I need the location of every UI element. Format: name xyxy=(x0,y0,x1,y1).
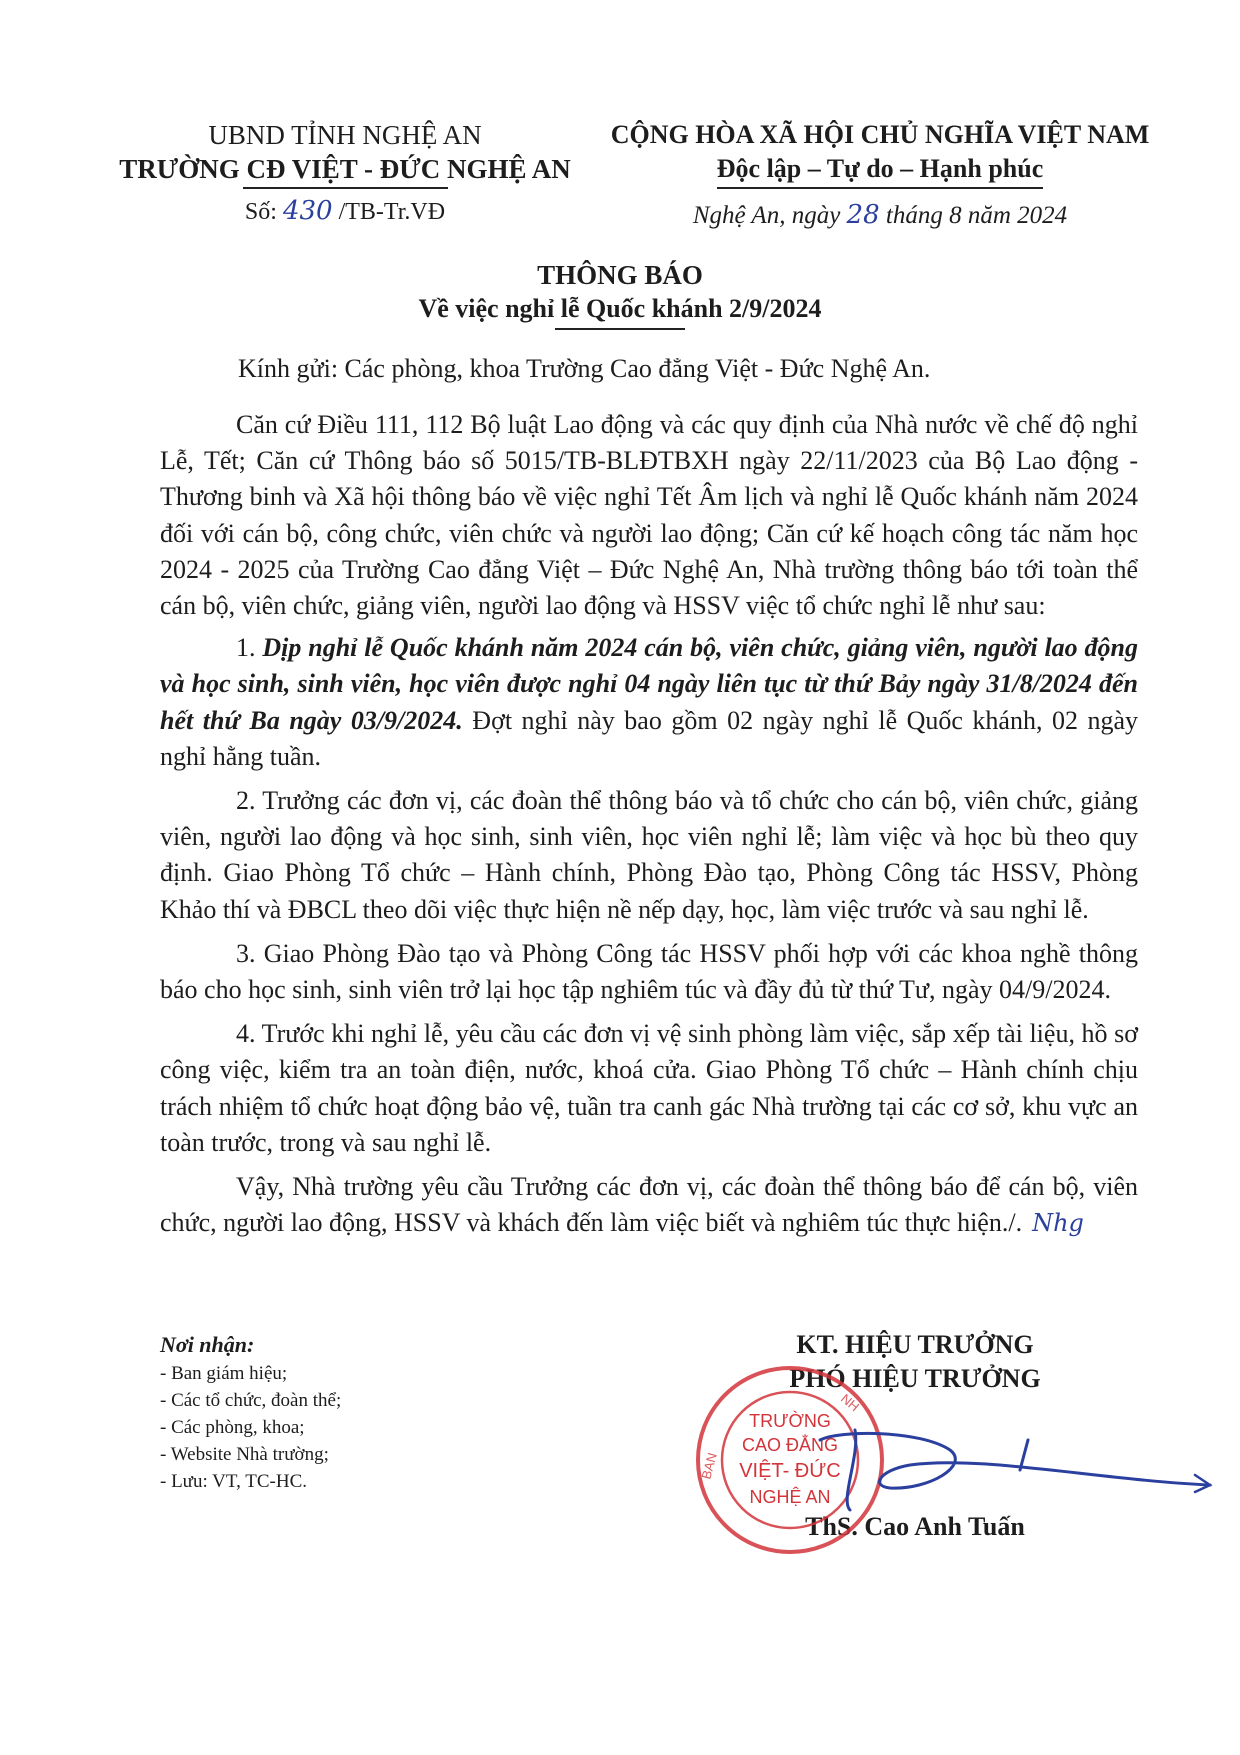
national-motto: Độc lập – Tự do – Hạnh phúc xyxy=(717,152,1044,189)
document-title xyxy=(0,258,1240,330)
distribution-item: - Các phòng, khoa; xyxy=(160,1417,305,1438)
distribution-title: Nơi nhận: xyxy=(160,1332,255,1357)
seal-line-2: CAO ĐẲNG xyxy=(741,1435,838,1455)
item-4-paragraph: 4. Trước khi nghỉ lễ, yêu cầu các đơn vị vệ sinh phòng làm việc, sắp xếp tài liệu, hồ sơ công việc, kiểm tra an toàn điện, nước, khoá cửa. Giao Phòng Tổ chức – Hành chính chịu trách nhiệm tổ chức hoạt động bảo vệ, tuần tra canh gác Nhà trường tại các cơ sở, khu vực an toàn trước, trong và sau nghỉ lễ. xyxy=(160,1019,1138,1157)
item-1-emphasis: Dịp nghỉ lễ Quốc khánh năm 2024 cán bộ, viên chức, giảng viên, người lao động và học sinh, sinh viên, học viên được nghỉ 04 ngày liên tục từ thứ Bảy ngày 31/8/2024 đến hết thứ Ba ngày 03/9/2024. xyxy=(160,633,1139,735)
number-prefix: Số: xyxy=(244,199,277,225)
intro-paragraph: Căn cứ Điều 111, 112 Bộ luật Lao động và các quy định của Nhà nước về chế độ nghỉ Lễ, Tết; Căn cứ Thông báo số 5015/TB-BLĐTBXH ngày 22/11/2023 của Bộ Lao động - Thương binh và Xã hội thông báo về việc nghỉ Tết Âm lịch và nghỉ lễ Quốc khánh năm 2024 đối với cán bộ, công chức, viên chức và người lao động; Căn cứ kế hoạch công tác năm học 2024 - 2025 của Trường Cao đẳng Việt – Đức Nghệ An, Nhà trường thông báo tới toàn thể cán bộ, viên chức, giảng viên, người lao động và HSSV việc tổ chức nghỉ lễ như sau: xyxy=(160,410,1138,621)
national-header xyxy=(585,118,1175,232)
issuer-header xyxy=(110,118,580,228)
distribution-item: - Ban giám hiệu; xyxy=(160,1363,288,1384)
signer-authority: KT. HIỆU TRƯỞNG xyxy=(796,1330,1034,1359)
document-type: THÔNG BÁO xyxy=(537,260,703,290)
item-3-paragraph: 3. Giao Phòng Đào tạo và Phòng Công tác HSSV phối hợp với các khoa nghề thông báo cho học sinh, sinh viên trở lại học tập nghiêm túc và đầy đủ từ thứ Tư, ngày 04/9/2024. xyxy=(160,938,1138,1005)
document-body xyxy=(160,407,1138,1249)
date-suffix: tháng 8 năm 2024 xyxy=(885,202,1068,229)
distribution-item: - Website Nhà trường; xyxy=(160,1444,329,1465)
item-1-paragraph xyxy=(160,630,1138,775)
distribution-item: - Lưu: VT, TC-HC. xyxy=(160,1471,307,1492)
distribution-item: - Các tổ chức, đoàn thể; xyxy=(160,1390,342,1411)
item-1-rest: Đợt nghỉ này bao gồm 02 ngày nghỉ lễ Quốc khánh, 02 ngày nghỉ hằng tuần. xyxy=(160,705,1139,771)
svg-text:NH: NH xyxy=(838,1390,863,1415)
seal-line-3: VIỆT- ĐỨC xyxy=(739,1460,841,1482)
distribution-list xyxy=(160,1330,580,1495)
issue-date xyxy=(585,199,1175,232)
subject-underline xyxy=(555,328,685,330)
school-name: TRƯỜNG CĐ VIỆT - ĐỨC NGHỆ AN xyxy=(119,154,571,184)
date-prefix: Nghệ An, ngày xyxy=(692,202,841,229)
svg-text:BAN: BAN xyxy=(698,1451,720,1481)
nation-name: CỘNG HÒA XÃ HỘI CHỦ NGHĨA VIỆT NAM xyxy=(610,120,1150,149)
document-subject: Về việc nghỉ lễ Quốc khánh 2/9/2024 xyxy=(418,294,822,323)
handwritten-number: 430 xyxy=(282,196,333,226)
item-2-paragraph: 2. Trưởng các đơn vị, các đoàn thể thông báo và tổ chức cho cán bộ, viên chức, giảng viên, người lao động và học sinh, sinh viên, học viên nghỉ lễ; làm việc và học bù theo quy định. Giao Phòng Tổ chức – Hành chính, Phòng Đào tạo, Phòng Công tác HSSV, Phòng Khảo thí và ĐBCL theo dõi việc thực hiện nề nếp dạy, học, làm việc trước và sau nghỉ lễ. xyxy=(160,786,1138,924)
handwritten-day: 28 xyxy=(846,200,880,230)
signer-name: ThS. Cao Anh Tuấn xyxy=(805,1512,1025,1541)
seal-line-4: NGHỆ AN xyxy=(749,1487,831,1507)
handwritten-initial: Nhg xyxy=(1032,1209,1084,1238)
document-number xyxy=(110,195,580,228)
closing-paragraph xyxy=(160,1169,1138,1241)
school-underline xyxy=(243,187,448,189)
seal-line-1: TRƯỜNG xyxy=(749,1411,831,1431)
recipient-line: Kính gửi: Các phòng, khoa Trường Cao đẳng Việt - Đức Nghệ An. xyxy=(238,354,931,383)
number-suffix: /TB-Tr.VĐ xyxy=(338,199,446,225)
closing-text: Vậy, Nhà trường yêu cầu Trưởng các đơn vị, các đoàn thể thông báo để cán bộ, viên chức, người lao động, HSSV và khách đến làm việc biết và nghiêm túc thực hiện./. xyxy=(160,1172,1138,1238)
item-1-number: 1. xyxy=(236,633,256,663)
agency-name: UBND TỈNH NGHỆ AN xyxy=(208,120,482,150)
signer-title: PHÓ HIỆU TRƯỞNG xyxy=(789,1364,1041,1393)
handwritten-signature xyxy=(780,1410,1220,1520)
